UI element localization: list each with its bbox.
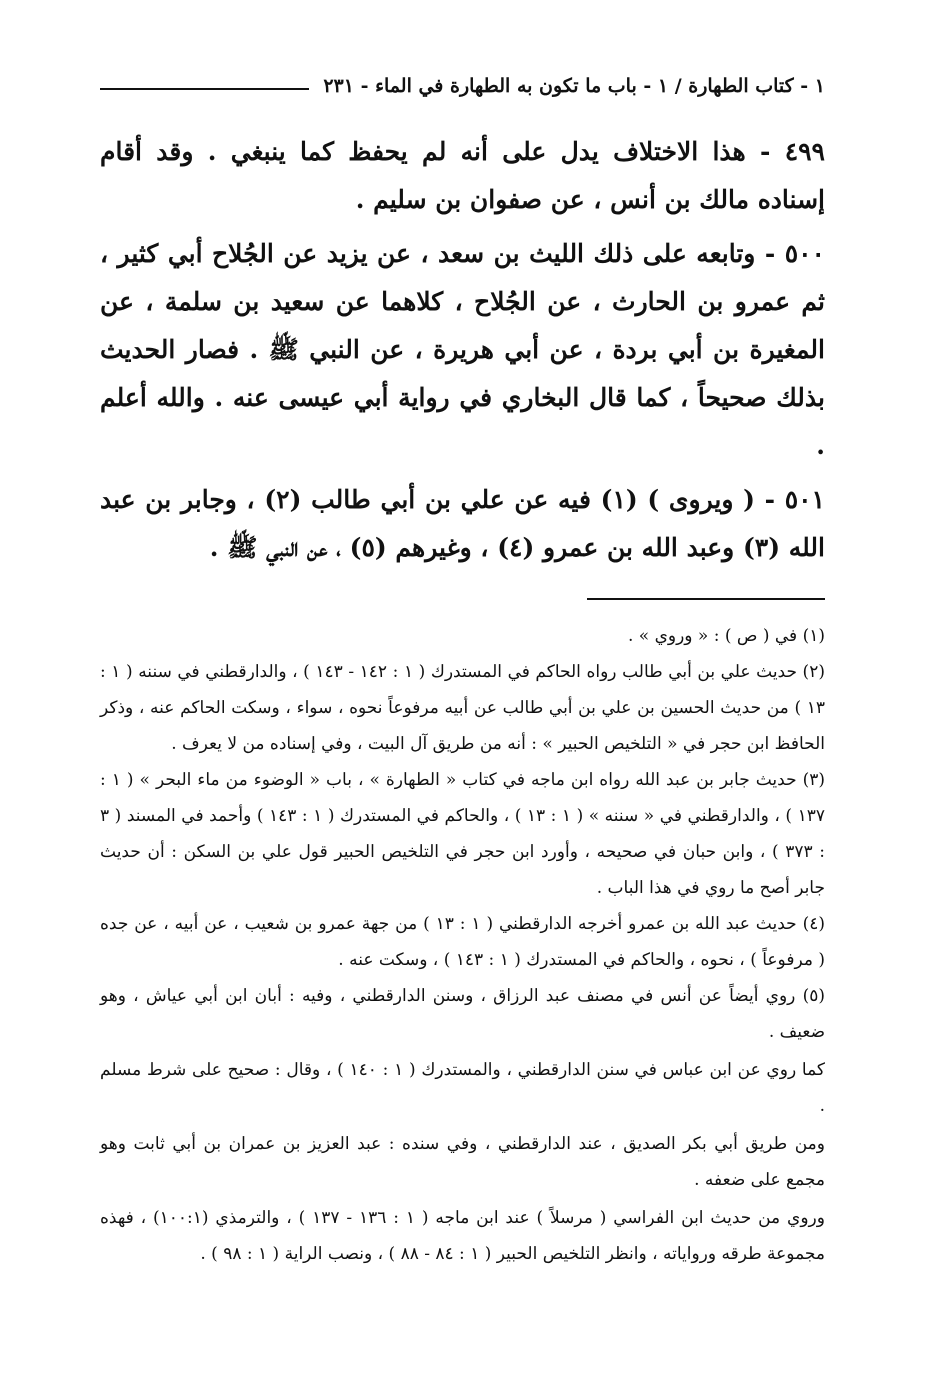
footnote-3: (٣) حديث جابر بن عبد الله رواه ابن ماجه في كتاب « الطهارة » ، باب « الوضوء من ماء البحر » ( ١ : ١٣٧ ) ، والدارقطني في « سننه » ( ١ : ١٣ ) ، والحاكم في المستدرك ( ١ : ١٤٣ ) وأحمد في المسند ( ٣ : ٣٧٣ ) ، وابن حبان في صحيحه ، وأورد ابن حجر في التلخيص الحبير قول علي بن السكن : أن حديث جابر أصح ما روي في هذا الباب . — [100, 770, 825, 898]
footnote-5: (٥) روي أيضاً عن أنس في مصنف عبد الرزاق ، وسنن الدارقطني ، وفيه : أبان ابن أبي عياش ، وهو ضعيف . — [100, 986, 825, 1042]
footnote-separator — [587, 598, 825, 600]
running-head-text: ١ - كتاب الطهارة / ١ - باب ما تكون به الطهارة في الماء - ٢٣١ — [323, 75, 825, 97]
main-text — [100, 128, 825, 572]
footnote-1: (١) في ( ص ) : « وروي » . — [627, 626, 825, 646]
paragraph-499: ٤٩٩ - هذا الاختلاف يدل على أنه لم يحفظ كما ينبغي . وقد أقام إسناده مالك بن أنس ، عن صفوان بن سليم . — [100, 137, 825, 214]
book-page — [100, 60, 825, 1272]
footnote-5-continuation: وروي من حديث ابن الفراسي ( مرسلاً ) عند ابن ماجه ( ١ : ١٣٦ - ١٣٧ ) ، والترمذي (١٠٠:١) ، فهذه مجموعة طرقه ورواياته ، وانظر التلخيص الحبير ( ١ : ٨٤ - ٨٨ ) ، ونصب الراية ( ١ : ٩٨ ) . — [100, 1208, 825, 1264]
footnotes — [100, 618, 825, 1272]
header-rule — [100, 88, 309, 90]
footnote-2: (٢) حديث علي بن أبي طالب رواه الحاكم في المستدرك ( ١ : ١٤٢ - ١٤٣ ) ، والدارقطني في سننه ( ١ : ١٣ ) من حديث الحسين بن علي بن أبي طالب عن أبيه مرفوعاً نحوه ، سواء ، وسكت الحاكم عنه ، وذكر الحافظ ابن حجر في « التلخيص الحبير » : أنه من طريق آل البيت ، وفي إسناده من لا يعرف . — [100, 662, 825, 754]
running-header — [100, 60, 825, 112]
footnote-4: (٤) حديث عبد الله بن عمرو أخرجه الدارقطني ( ١ : ١٣ ) من جهة عمرو بن شعيب ، عن أبيه ، عن جده ( مرفوعاً ) ، نحوه ، والحاكم في المستدرك ( ١ : ١٤٣ ) ، وسكت عنه . — [100, 914, 825, 970]
paragraph-500: ٥٠٠ - وتابعه على ذلك الليث بن سعد ، عن يزيد عن الجُلاح أبي كثير ، ثم عمرو بن الحارث ، عن الجُلاح ، كلاهما عن سعيد بن سلمة ، عن المغيرة بن أبي بردة ، عن أبي هريرة ، عن النبي ﷺ . فصار الحديث بذلك صحيحاً ، كما قال البخاري في رواية أبي عيسى عنه . والله أعلم . — [100, 239, 825, 460]
footnote-5-continuation: كما روي عن ابن عباس في سنن الدارقطني ، والمستدرك ( ١ : ١٤٠ ) ، وقال : صحيح على شرط مسلم . — [100, 1060, 825, 1116]
footnote-5-continuation: ومن طريق أبي بكر الصديق ، عند الدارقطني ، وفي سنده : عبد العزيز بن عمران بن أبي ثابت وهو مجمع على ضعفه . — [100, 1134, 825, 1190]
paragraph-501: ٥٠١ - ( ويروى ) (١) فيه عن علي بن أبي طالب (٢) ، وجابر بن عبد الله (٣) وعبد الله بن عمرو (٤) ، وغيرهم (٥) ، عن النبي ﷺ . — [100, 485, 825, 562]
